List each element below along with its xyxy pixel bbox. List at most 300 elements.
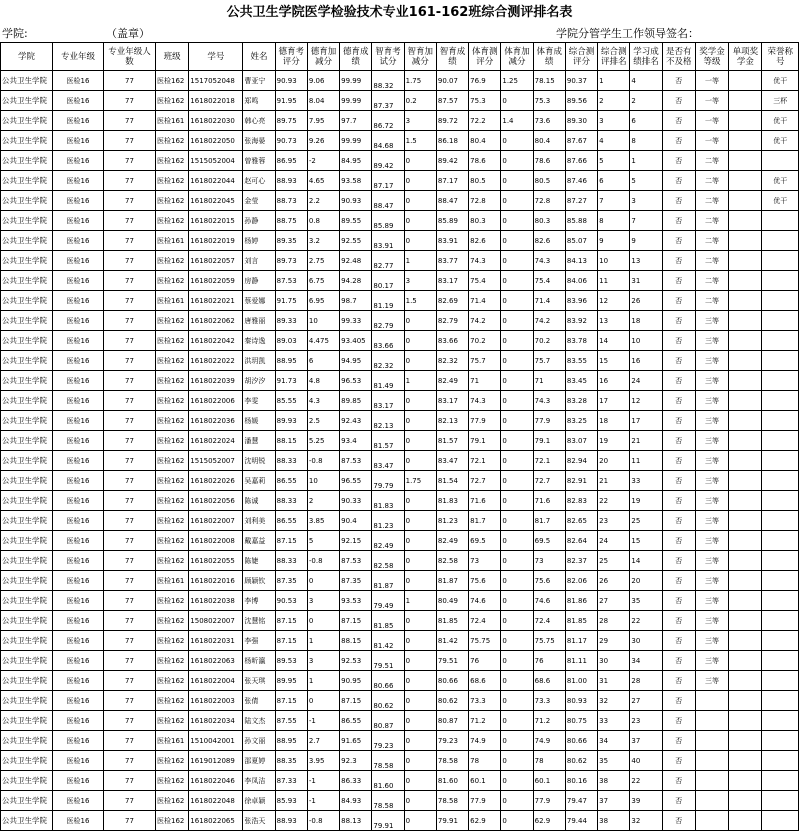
table-cell: 医检16: [53, 251, 104, 271]
table-row: [1, 111, 799, 131]
table-cell: [762, 811, 799, 831]
table-cell: [729, 651, 762, 671]
table-cell: 公共卫生学院: [1, 651, 53, 671]
table-cell: 79.23: [372, 731, 404, 751]
table-cell: 否: [662, 191, 695, 211]
table-cell: 沈明锐: [243, 451, 275, 471]
table-cell: 二等: [695, 211, 728, 231]
table-cell: 优干: [762, 131, 799, 151]
table-cell: 81.83: [436, 491, 468, 511]
table-cell: 1618022063: [189, 651, 243, 671]
table-cell: 0: [404, 411, 436, 431]
table-cell: 0: [404, 631, 436, 651]
table-cell: 10: [630, 331, 662, 351]
table-row: [1, 771, 799, 791]
table-cell: 否: [662, 131, 695, 151]
table-cell: 0: [404, 811, 436, 831]
table-cell: 26: [630, 291, 662, 311]
table-cell: 97.7: [340, 111, 372, 131]
table-cell: 77: [103, 571, 155, 591]
table-cell: 87.15: [340, 691, 372, 711]
table-cell: 公共卫生学院: [1, 91, 53, 111]
table-cell: 91.95: [275, 91, 307, 111]
table-cell: 三等: [695, 511, 728, 531]
table-cell: 1515052007: [189, 451, 243, 471]
table-cell: 0: [404, 391, 436, 411]
table-row: [1, 711, 799, 731]
table-cell: [762, 471, 799, 491]
table-cell: 1618022026: [189, 471, 243, 491]
table-cell: 唐雅丽: [243, 311, 275, 331]
table-cell: 88.95: [275, 351, 307, 371]
table-cell: 80.3: [533, 211, 565, 231]
table-cell: 14: [598, 331, 630, 351]
table-cell: 74.3: [469, 251, 501, 271]
table-cell: 82.37: [565, 551, 597, 571]
table-cell: 83.25: [565, 411, 597, 431]
table-cell: [762, 431, 799, 451]
table-cell: [729, 291, 762, 311]
table-cell: 80.16: [565, 771, 597, 791]
table-cell: 77: [103, 251, 155, 271]
table-cell: 70.2: [533, 331, 565, 351]
table-cell: 90.73: [275, 131, 307, 151]
table-cell: 否: [662, 231, 695, 251]
table-cell: 79.23: [436, 731, 468, 751]
table-cell: 89.93: [275, 411, 307, 431]
table-cell: 80.87: [372, 711, 404, 731]
table-cell: 医检16: [53, 791, 104, 811]
table-cell: 0: [501, 431, 533, 451]
table-cell: 李凤洁: [243, 771, 275, 791]
table-cell: 77: [103, 751, 155, 771]
table-cell: -0.8: [307, 811, 339, 831]
table-cell: 医检162: [156, 691, 189, 711]
table-cell: 3: [404, 271, 436, 291]
table-cell: [762, 231, 799, 251]
table-cell: 24: [598, 531, 630, 551]
table-row: [1, 491, 799, 511]
table-cell: 6: [630, 111, 662, 131]
table-cell: 19: [630, 491, 662, 511]
table-cell: 10: [307, 471, 339, 491]
table-cell: 81.42: [372, 631, 404, 651]
table-row: [1, 91, 799, 111]
table-cell: 一等: [695, 111, 728, 131]
table-cell: 94.95: [340, 351, 372, 371]
table-cell: 二等: [695, 251, 728, 271]
table-cell: 80.49: [436, 591, 468, 611]
table-cell: 医检16: [53, 571, 104, 591]
table-cell: 77: [103, 771, 155, 791]
table-cell: 0: [501, 531, 533, 551]
header-row: [1, 43, 799, 71]
table-cell: 0: [404, 731, 436, 751]
table-cell: 89.73: [275, 251, 307, 271]
table-cell: 0: [501, 751, 533, 771]
table-row: [1, 511, 799, 531]
table-cell: 88.15: [340, 631, 372, 651]
table-cell: 3.85: [307, 511, 339, 531]
table-cell: 72.4: [533, 611, 565, 631]
table-cell: 79.44: [565, 811, 597, 831]
table-cell: 0: [404, 611, 436, 631]
table-cell: 10: [307, 311, 339, 331]
table-cell: 77: [103, 691, 155, 711]
table-cell: 30: [598, 651, 630, 671]
table-cell: 0: [501, 631, 533, 651]
table-cell: [762, 611, 799, 631]
table-cell: 三等: [695, 391, 728, 411]
table-cell: 1618022048: [189, 791, 243, 811]
table-cell: 32: [598, 691, 630, 711]
table-cell: 否: [662, 651, 695, 671]
table-cell: 77.9: [469, 791, 501, 811]
table-cell: 1: [307, 671, 339, 691]
table-cell: 8: [598, 211, 630, 231]
table-cell: 医检16: [53, 771, 104, 791]
table-cell: 医检16: [53, 111, 104, 131]
table-cell: 96.55: [340, 471, 372, 491]
table-cell: [762, 291, 799, 311]
table-cell: 0: [501, 271, 533, 291]
table-cell: 73.3: [533, 691, 565, 711]
table-cell: [762, 211, 799, 231]
table-cell: 三等: [695, 651, 728, 671]
table-cell: 81.57: [372, 431, 404, 451]
table-cell: 医检16: [53, 631, 104, 651]
table-row: [1, 251, 799, 271]
table-cell: 0: [501, 251, 533, 271]
table-row: [1, 391, 799, 411]
table-cell: 85.88: [565, 211, 597, 231]
table-row: [1, 451, 799, 471]
table-cell: 洪玥凯: [243, 351, 275, 371]
table-cell: 75.4: [533, 271, 565, 291]
table-cell: 医检162: [156, 191, 189, 211]
table-cell: 92.48: [340, 251, 372, 271]
table-cell: 69.5: [469, 531, 501, 551]
column-header: 单项奖学金: [729, 43, 762, 71]
table-cell: 81.23: [436, 511, 468, 531]
table-cell: 71: [533, 371, 565, 391]
table-cell: 公共卫生学院: [1, 811, 53, 831]
table-cell: 否: [662, 311, 695, 331]
table-cell: 77: [103, 811, 155, 831]
table-cell: 否: [662, 671, 695, 691]
table-cell: 0.2: [404, 91, 436, 111]
table-cell: [762, 531, 799, 551]
table-cell: 87.15: [275, 611, 307, 631]
table-cell: 89.03: [275, 331, 307, 351]
table-cell: 8.04: [307, 91, 339, 111]
table-row: [1, 551, 799, 571]
table-cell: 5.25: [307, 431, 339, 451]
table-cell: 1517052048: [189, 71, 243, 91]
table-cell: 医检162: [156, 311, 189, 331]
table-cell: 74.9: [469, 731, 501, 751]
table-cell: 公共卫生学院: [1, 451, 53, 471]
table-cell: 韩心亮: [243, 111, 275, 131]
table-cell: 31: [598, 671, 630, 691]
table-cell: 82.6: [533, 231, 565, 251]
table-cell: 否: [662, 251, 695, 271]
table-cell: 82.65: [565, 511, 597, 531]
table-cell: 蔡爱娜: [243, 291, 275, 311]
table-cell: 胡汐汐: [243, 371, 275, 391]
table-cell: 1618022004: [189, 671, 243, 691]
table-cell: -1: [307, 711, 339, 731]
table-cell: 34: [630, 651, 662, 671]
table-cell: 81.57: [436, 431, 468, 451]
table-cell: 医检161: [156, 291, 189, 311]
table-cell: -1: [307, 791, 339, 811]
table-cell: 71.6: [469, 491, 501, 511]
college-label: 学院:: [2, 27, 28, 40]
table-row: [1, 691, 799, 711]
table-cell: [729, 271, 762, 291]
table-cell: 三等: [695, 451, 728, 471]
table-cell: 张海晏: [243, 131, 275, 151]
table-cell: 77: [103, 711, 155, 731]
table-cell: 78.6: [533, 151, 565, 171]
table-cell: 37: [630, 731, 662, 751]
table-cell: [729, 191, 762, 211]
table-cell: 0: [404, 351, 436, 371]
table-cell: 89.35: [275, 231, 307, 251]
table-cell: 0: [404, 191, 436, 211]
table-cell: 23: [630, 711, 662, 731]
table-cell: 1618022050: [189, 131, 243, 151]
table-cell: [762, 391, 799, 411]
table-cell: 20: [598, 451, 630, 471]
table-cell: 秦诗逸: [243, 331, 275, 351]
table-row: [1, 131, 799, 151]
table-cell: [762, 671, 799, 691]
table-cell: -0.8: [307, 551, 339, 571]
table-cell: [695, 791, 728, 811]
table-cell: 77: [103, 271, 155, 291]
table-cell: 93.4: [340, 431, 372, 451]
table-cell: 0: [404, 151, 436, 171]
table-cell: 76: [469, 651, 501, 671]
table-cell: 公共卫生学院: [1, 131, 53, 151]
table-row: [1, 571, 799, 591]
table-cell: 1618022016: [189, 571, 243, 591]
table-cell: 79.1: [469, 431, 501, 451]
table-cell: 公共卫生学院: [1, 411, 53, 431]
table-cell: 优干: [762, 191, 799, 211]
table-cell: 杨昕瀛: [243, 651, 275, 671]
table-cell: 84.95: [340, 151, 372, 171]
table-cell: 84.06: [565, 271, 597, 291]
table-cell: 否: [662, 491, 695, 511]
table-cell: 否: [662, 591, 695, 611]
table-cell: 82.13: [372, 411, 404, 431]
table-cell: 公共卫生学院: [1, 271, 53, 291]
table-cell: 否: [662, 691, 695, 711]
table-cell: 75.75: [533, 631, 565, 651]
table-cell: 78.15: [533, 71, 565, 91]
table-cell: 0: [501, 711, 533, 731]
table-cell: 81.11: [565, 651, 597, 671]
table-cell: 88.33: [275, 491, 307, 511]
table-cell: 2.75: [307, 251, 339, 271]
table-row: [1, 271, 799, 291]
table-cell: 6.95: [307, 291, 339, 311]
table-cell: [729, 471, 762, 491]
table-cell: 99.99: [340, 91, 372, 111]
table-cell: 3: [307, 591, 339, 611]
table-cell: 医检16: [53, 191, 104, 211]
table-cell: 89.75: [275, 111, 307, 131]
table-cell: 公共卫生学院: [1, 71, 53, 91]
table-cell: 公共卫生学院: [1, 551, 53, 571]
table-cell: 79.47: [565, 791, 597, 811]
table-cell: 81.85: [436, 611, 468, 631]
table-cell: [729, 771, 762, 791]
signature-line: [0, 26, 799, 42]
column-header: 学号: [189, 43, 243, 71]
table-cell: 90.93: [340, 191, 372, 211]
table-cell: 25: [598, 551, 630, 571]
table-cell: 77: [103, 351, 155, 371]
table-cell: 0: [404, 431, 436, 451]
table-cell: 82.49: [436, 531, 468, 551]
table-cell: 81.87: [436, 571, 468, 591]
table-cell: 1618022056: [189, 491, 243, 511]
table-cell: 1.5: [404, 291, 436, 311]
table-cell: 77.9: [469, 411, 501, 431]
table-cell: [762, 591, 799, 611]
table-cell: 81.83: [372, 491, 404, 511]
table-cell: 公共卫生学院: [1, 431, 53, 451]
table-cell: 77: [103, 391, 155, 411]
table-cell: 1618022021: [189, 291, 243, 311]
table-cell: [762, 731, 799, 751]
table-cell: 62.9: [469, 811, 501, 831]
table-cell: 医检162: [156, 671, 189, 691]
table-row: [1, 651, 799, 671]
table-cell: 0: [501, 151, 533, 171]
table-cell: 77: [103, 451, 155, 471]
table-cell: 陆文杰: [243, 711, 275, 731]
table-cell: 33: [630, 471, 662, 491]
table-cell: 30: [630, 631, 662, 651]
table-row: [1, 791, 799, 811]
table-cell: 否: [662, 471, 695, 491]
table-cell: 77: [103, 91, 155, 111]
table-cell: [729, 111, 762, 131]
table-cell: 0: [501, 691, 533, 711]
table-cell: 5: [307, 531, 339, 551]
table-cell: 7.95: [307, 111, 339, 131]
table-cell: 医检162: [156, 211, 189, 231]
table-cell: 公共卫生学院: [1, 211, 53, 231]
table-cell: 71.4: [469, 291, 501, 311]
table-cell: 90.4: [340, 511, 372, 531]
table-cell: 83.66: [436, 331, 468, 351]
table-cell: 87.15: [340, 611, 372, 631]
table-cell: 81.00: [565, 671, 597, 691]
table-cell: 75.3: [469, 91, 501, 111]
table-cell: 90.07: [436, 71, 468, 91]
table-cell: 68.6: [533, 671, 565, 691]
table-cell: [762, 331, 799, 351]
table-cell: 医检16: [53, 211, 104, 231]
table-cell: 72.8: [533, 191, 565, 211]
table-cell: [762, 771, 799, 791]
table-cell: 87.15: [275, 631, 307, 651]
table-cell: 72.8: [469, 191, 501, 211]
table-cell: 72.7: [469, 471, 501, 491]
table-cell: [762, 371, 799, 391]
table-cell: 曹亚宁: [243, 71, 275, 91]
table-cell: 83.17: [436, 271, 468, 291]
table-cell: 89.53: [275, 651, 307, 671]
table-cell: 79.79: [372, 471, 404, 491]
table-cell: 77: [103, 291, 155, 311]
table-cell: 82.77: [372, 251, 404, 271]
table-cell: 否: [662, 211, 695, 231]
table-cell: 0: [501, 211, 533, 231]
table-cell: 99.99: [340, 131, 372, 151]
table-cell: 87.15: [275, 691, 307, 711]
table-cell: 杨婷: [243, 231, 275, 251]
table-cell: 0: [404, 791, 436, 811]
table-cell: 公共卫生学院: [1, 771, 53, 791]
table-cell: 75.4: [469, 271, 501, 291]
table-cell: 医检162: [156, 551, 189, 571]
table-cell: 0: [501, 651, 533, 671]
table-cell: 22: [598, 491, 630, 511]
table-cell: 公共卫生学院: [1, 231, 53, 251]
table-cell: 77: [103, 651, 155, 671]
table-cell: 医检16: [53, 151, 104, 171]
column-header: 学习成绩排名: [630, 43, 662, 71]
table-cell: 83.55: [565, 351, 597, 371]
table-cell: [695, 751, 728, 771]
table-cell: 郑鸣: [243, 91, 275, 111]
table-cell: 0: [501, 411, 533, 431]
table-cell: 医检162: [156, 411, 189, 431]
table-cell: 80.3: [469, 211, 501, 231]
table-cell: 医检162: [156, 331, 189, 351]
table-cell: 2: [307, 491, 339, 511]
table-cell: 医检162: [156, 791, 189, 811]
table-cell: [762, 551, 799, 571]
table-cell: [729, 331, 762, 351]
table-cell: 85.89: [436, 211, 468, 231]
table-cell: 医检162: [156, 451, 189, 471]
table-cell: 88.32: [372, 71, 404, 91]
table-cell: 88.35: [275, 751, 307, 771]
column-header: 综合测评分: [565, 43, 597, 71]
table-cell: 11: [630, 451, 662, 471]
table-cell: 金莹: [243, 191, 275, 211]
table-cell: 92.55: [340, 231, 372, 251]
table-cell: 80.4: [469, 131, 501, 151]
table-cell: 37: [598, 791, 630, 811]
table-cell: 81.7: [469, 511, 501, 531]
table-cell: 4: [630, 71, 662, 91]
table-cell: 否: [662, 531, 695, 551]
table-cell: 81.17: [565, 631, 597, 651]
table-cell: 医检16: [53, 391, 104, 411]
table-cell: 85.55: [275, 391, 307, 411]
table-cell: 83.66: [372, 331, 404, 351]
table-cell: 医检16: [53, 711, 104, 731]
